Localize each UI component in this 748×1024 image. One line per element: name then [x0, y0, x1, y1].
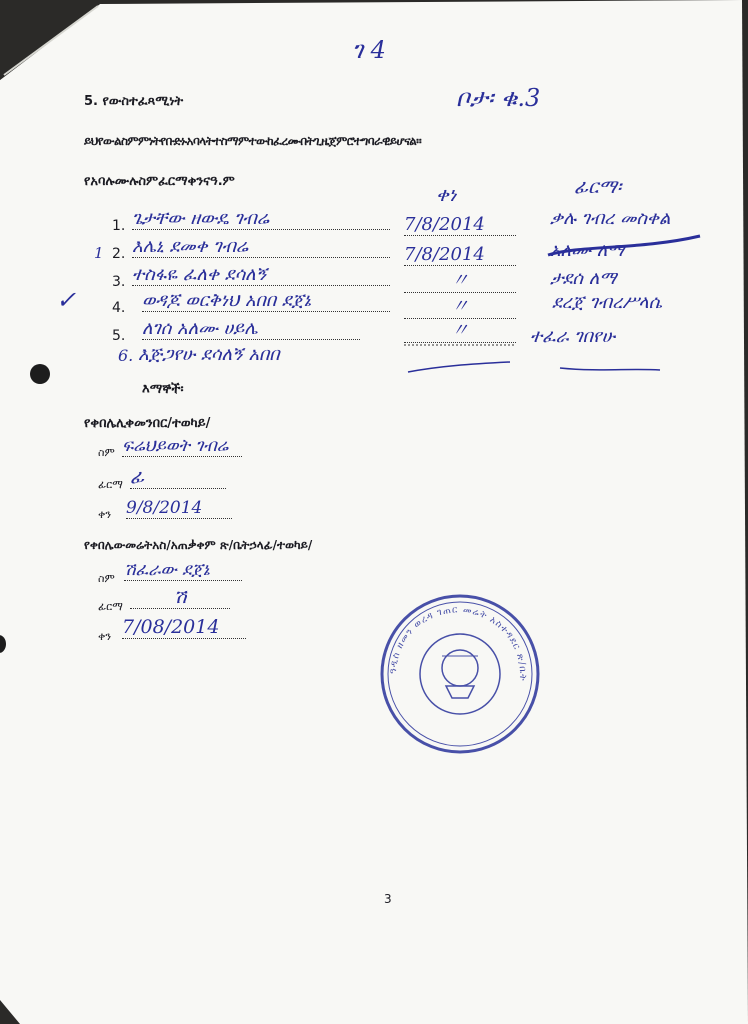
top-mark: ገ 4: [352, 36, 386, 64]
member-number: 6.: [118, 346, 134, 365]
check-mark: ✓: [56, 286, 77, 314]
member-name: ጌታቸው ዘውዴ ገብሬ: [132, 208, 390, 230]
section-title: 5. የውስተፈጻሚነት: [84, 94, 184, 109]
section-note: ቦታ፡ ቁ.3: [456, 84, 541, 112]
witnesses-heading: እማኞች፡: [142, 382, 184, 397]
officer-date: 7/08/2014: [122, 616, 246, 639]
member-date: 〃: [404, 292, 516, 319]
official-stamp: [376, 594, 546, 754]
officer-signature: ሽ: [130, 586, 230, 609]
member-signature: ተፈራ ገበየሁ: [530, 326, 615, 347]
receiver-date: 9/8/2014: [126, 498, 232, 519]
member-number: 5.: [112, 328, 126, 344]
members-heading: የአባሉሙሉስምፈርማቀንናዓ.ም: [84, 174, 235, 189]
member-name: ወዳጆ ወርቅነህ አበበ ደጀኔ: [142, 290, 390, 312]
member-date: 〃: [404, 316, 516, 343]
member-signature: አለሙ ለማ: [550, 240, 625, 261]
receiver-heading: የቀበሌሊቀመንበር/ተወካይ/: [84, 416, 211, 431]
receiver-name-label: ስም: [98, 446, 115, 459]
receiver-signature-label: ፊርማ: [98, 478, 123, 491]
signature-column-label: ፊርማ፡: [574, 176, 622, 198]
member-number: 3.: [112, 274, 126, 290]
member-number: 2.: [112, 246, 126, 262]
member-name: እጅጋየሁ ደሳለኝ አበበ: [138, 344, 280, 365]
date-column-mark: ቀነ: [436, 184, 457, 206]
punch-hole-top: [30, 364, 50, 384]
member-number: 4.: [112, 300, 126, 316]
officer-date-label: ቀን: [98, 630, 112, 643]
officer-heading: የቀበሌውመሬትአስ/አጠቃቀም ጽ/ቤትኃላፊ/ተወካይ/: [84, 538, 313, 552]
intro-sentence: ይህየውልስምምነትየቡድኑአባላትተስማምተውከፈረሙበትጊዜጀምሮተግባራዊይሆናል።: [84, 134, 422, 148]
member-number: 1.: [112, 218, 126, 234]
member-name: ተስፋዬ ፈለቀ ደሳለኝ: [132, 264, 390, 286]
member-date: 〃: [404, 266, 516, 293]
member-signature: ደረጀ ገብረሥላሴ: [552, 292, 663, 313]
member-signature: ቃሉ ገብረ መስቀል: [550, 208, 671, 229]
member-signature: ታደሰ ለማ: [550, 268, 617, 289]
member-name: ለገሰ አለሙ ሀይሌ: [142, 318, 360, 340]
page-number: 3: [384, 892, 392, 906]
margin-number: 1: [94, 244, 104, 262]
receiver-name: ፍሬህይወት ገብሬ: [122, 436, 242, 457]
member-date: 7/8/2014: [404, 214, 516, 236]
member-date: 7/8/2014: [404, 244, 516, 266]
receiver-date-label: ቀን: [98, 508, 112, 521]
member-name: እሌኒ ደመቀ ገብሬ: [132, 236, 390, 258]
receiver-signature: ፊ: [130, 466, 226, 489]
stamp-text: ዓዲስ ዘመን ወረዳ ገጠር መሬት አስተዳደር ጽ/ቤት: [387, 604, 529, 682]
officer-name: ሽፈራው ደጀኔ: [124, 560, 242, 581]
officer-signature-label: ፊርማ: [98, 600, 123, 613]
officer-name-label: ስም: [98, 572, 115, 585]
